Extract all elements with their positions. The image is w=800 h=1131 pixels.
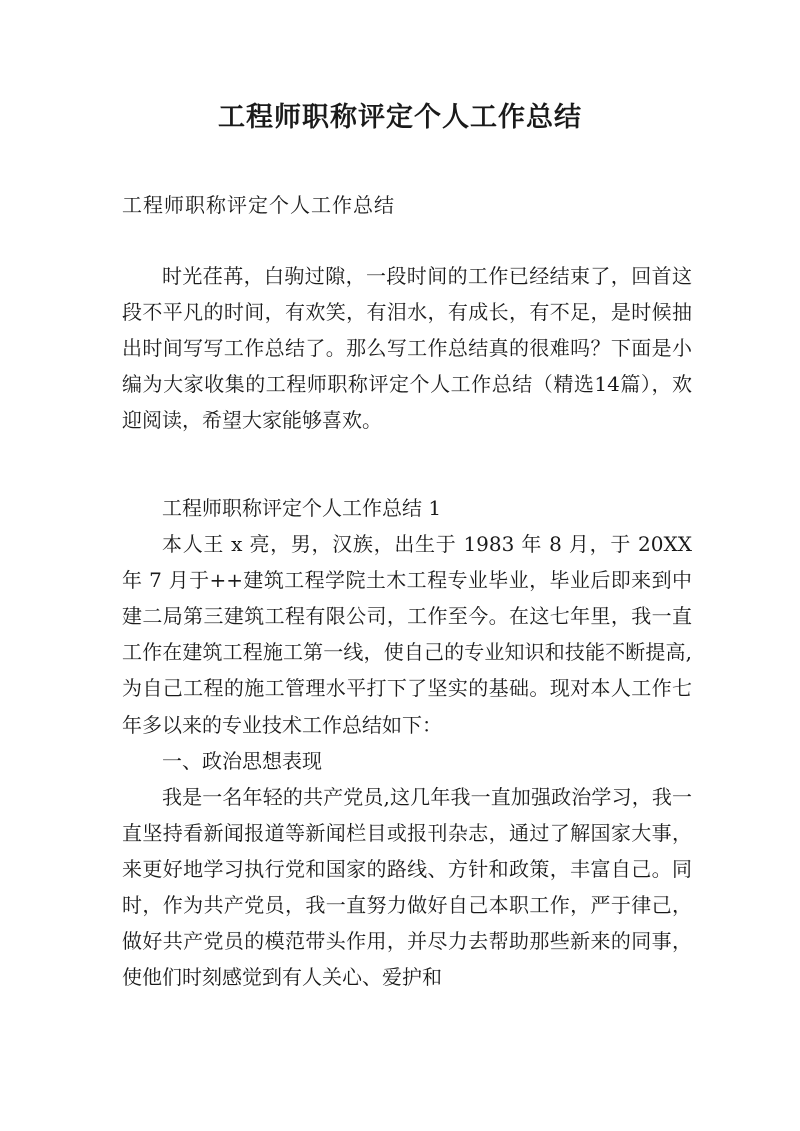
sub-heading: 一、政治思想表现 [162, 748, 322, 773]
section-block [122, 490, 692, 995]
document-subtitle: 工程师职称评定个人工作总结 [122, 193, 395, 217]
document-title: 工程师职称评定个人工作总结 [218, 102, 582, 133]
body-paragraph-1: 本人王 x 亮，男，汉族，出生于 1983 年 8 月，于 20XX 年 7 月于++建筑工程学院土木工程专业毕业，毕业后即来到中建二局第三建筑工程有限公司，工作至今。在这七年里，我一直工作在建筑工程施工第一线，使自己的专业知识和技能不断提高,为自己工程的施工管理水平打下了坚实的基础。现对本人工作七年多以来的专业技术工作总结如下： [122, 532, 692, 737]
body-paragraph-2: 我是一名年轻的共产党员,这几年我一直加强政治学习，我一直坚持看新闻报道等新闻栏目或报刊杂志，通过了解国家大事，来更好地学习执行党和国家的路线、方针和政策，丰富自己。同时，作为共产党员，我一直努力做好自己本职工作，严于律己，做好共产党员的模范带头作用，并尽力去帮助那些新来的同事，使他们时刻感觉到有人关心、爱护和 [122, 784, 692, 990]
section-heading: 工程师职称评定个人工作总结 1 [162, 496, 442, 520]
intro-paragraph: 时光荏苒，白驹过隙，一段时间的工作已经结束了，回首这段不平凡的时间，有欢笑，有泪水，有成长，有不足，是时候抽出时间写写工作总结了。那么写工作总结真的很难吗？下面是小编为大家收集的工程师职称评定个人工作总结（精选14篇），欢迎阅读，希望大家能够喜欢。 [122, 264, 692, 433]
intro-block [122, 258, 692, 438]
